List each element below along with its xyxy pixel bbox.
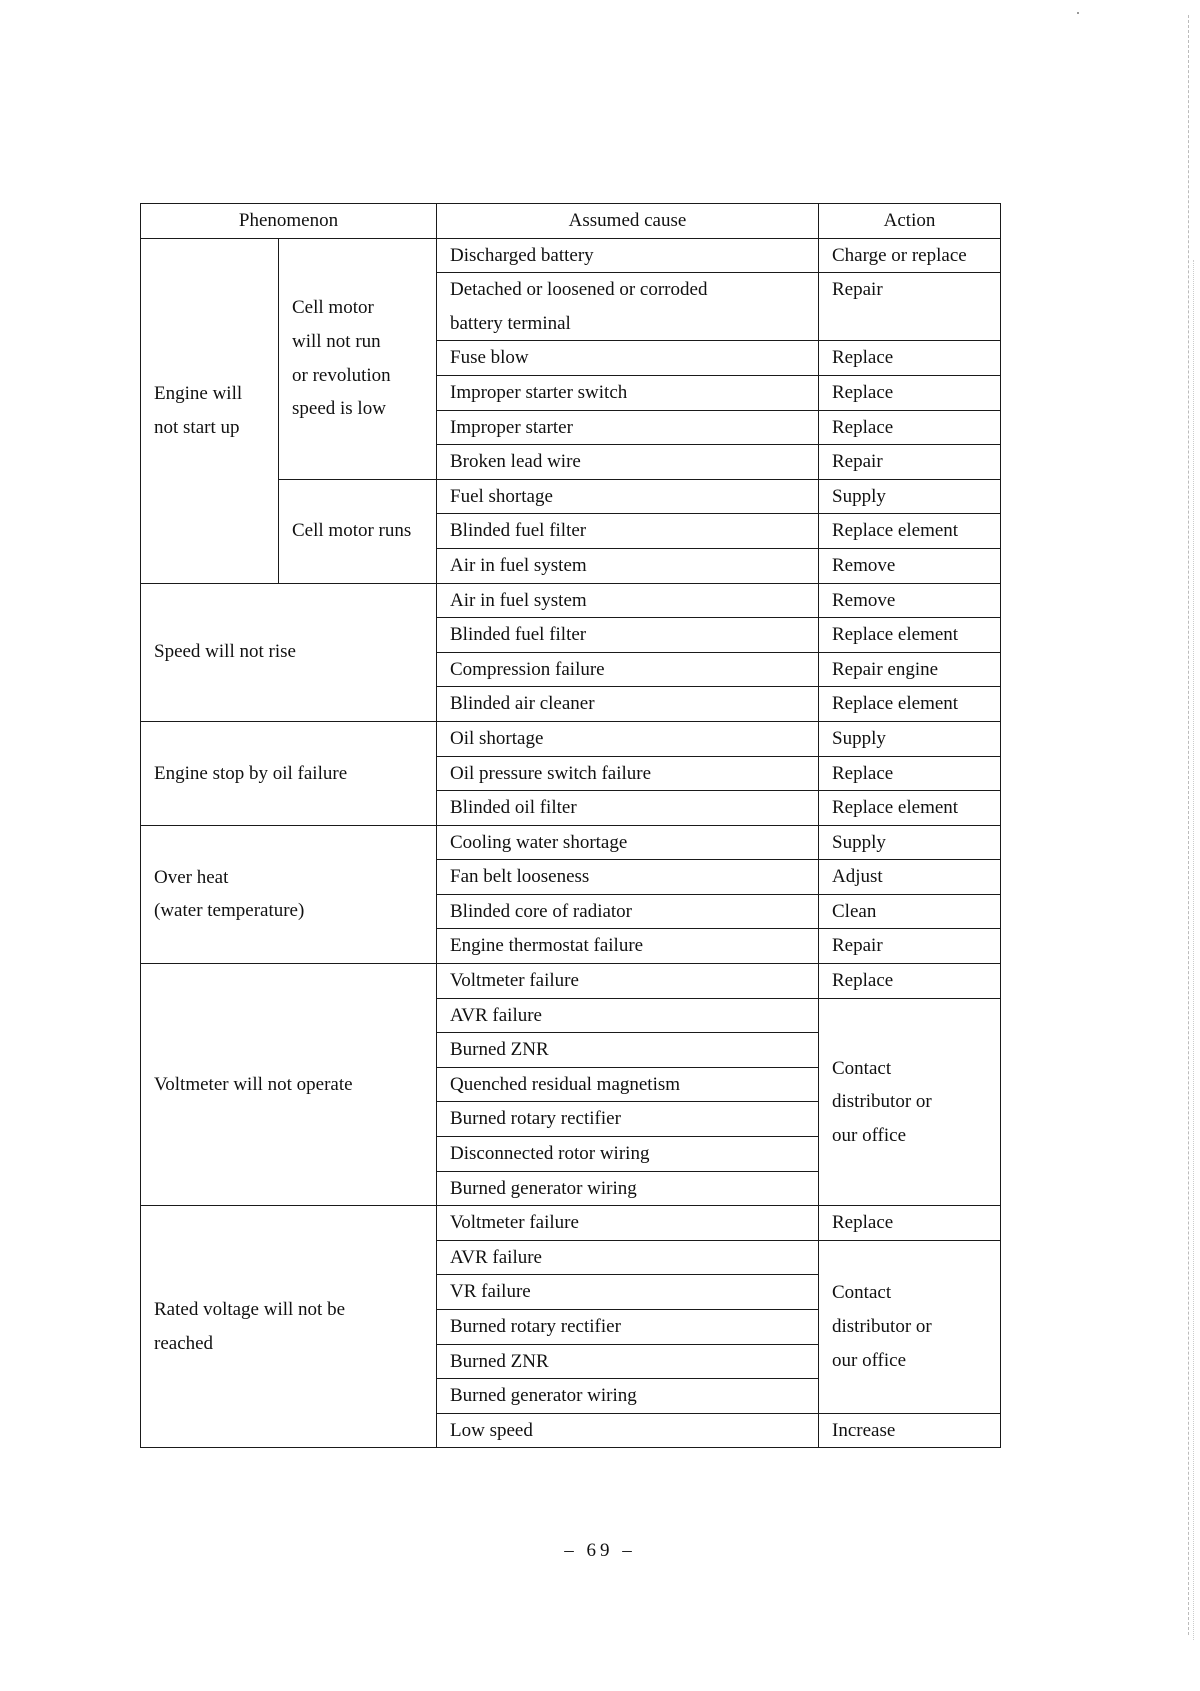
page-number: – 69 – [564,1540,636,1561]
action-cell: Replace [819,756,1001,791]
header-phenomenon: Phenomenon [141,204,437,239]
action-cell: Charge or replace [819,238,1001,273]
cause-cell: Oil pressure switch failure [437,756,819,791]
action-cell: Clean [819,894,1001,929]
cause-cell: Cooling water shortage [437,825,819,860]
cause-cell: Burned ZNR [437,1344,819,1379]
cause-cell: Compression failure [437,652,819,687]
scan-speck [1077,12,1079,14]
cause-cell: Blinded oil filter [437,791,819,826]
action-cell: Replace element [819,618,1001,653]
cause-cell: Burned rotary rectifier [437,1102,819,1137]
cause-cell: Fuel shortage [437,479,819,514]
action-cell: Repair engine [819,652,1001,687]
action-cell: Replace element [819,687,1001,722]
cause-cell: Burned generator wiring [437,1379,819,1414]
phenomenon-cell: Engine stop by oil failure [141,721,437,825]
cause-cell: Air in fuel system [437,548,819,583]
cause-cell: Blinded core of radiator [437,894,819,929]
table-row [141,825,1001,860]
cause-cell: Blinded fuel filter [437,514,819,549]
table-row [141,583,1001,618]
action-cell: Supply [819,479,1001,514]
cause-cell: Blinded fuel filter [437,618,819,653]
action-cell-contact: Contact distributor or our office [819,998,1001,1206]
action-cell: Replace [819,375,1001,410]
sub-phenomenon-cell: Cell motor runs [279,479,437,583]
action-cell: Replace element [819,514,1001,549]
cause-cell: Engine thermostat failure [437,929,819,964]
action-cell: Repair [819,273,1001,341]
action-cell: Increase [819,1413,1001,1448]
cause-cell: Burned generator wiring [437,1171,819,1206]
cause-cell: Fuse blow [437,341,819,376]
action-cell: Supply [819,721,1001,756]
cause-cell: Burned ZNR [437,1033,819,1068]
phenomenon-cell: Voltmeter will not operate [141,964,437,1206]
action-cell: Repair [819,445,1001,480]
cause-cell: Discharged battery [437,238,819,273]
cause-cell: Voltmeter failure [437,964,819,999]
cause-cell: Air in fuel system [437,583,819,618]
cause-cell: Quenched residual magnetism [437,1067,819,1102]
cause-cell: Broken lead wire [437,445,819,480]
cause-cell: Fan belt looseness [437,860,819,895]
cause-cell: Burned rotary rectifier [437,1310,819,1345]
action-cell: Replace [819,964,1001,999]
cause-cell: Disconnected rotor wiring [437,1137,819,1172]
table-row [141,721,1001,756]
phenomenon-cell: Rated voltage will not be reached [141,1206,437,1448]
action-cell: Replace [819,341,1001,376]
table-row [141,964,1001,999]
scan-edge-line [1188,15,1189,1635]
action-cell: Supply [819,825,1001,860]
cause-cell: Oil shortage [437,721,819,756]
table-row [141,1206,1001,1241]
cause-cell: Improper starter [437,410,819,445]
header-assumed-cause: Assumed cause [437,204,819,239]
sub-phenomenon-cell: Cell motor will not run or revolution speed is low [279,238,437,479]
cause-cell: Voltmeter failure [437,1206,819,1241]
action-cell: Replace [819,410,1001,445]
action-cell: Remove [819,548,1001,583]
action-cell-contact: Contact distributor or our office [819,1240,1001,1413]
cause-cell: VR failure [437,1275,819,1310]
table-row [141,238,1001,273]
cause-cell: Detached or loosened or corroded battery terminal [437,273,819,341]
phenomenon-cell: Engine will not start up [141,238,279,583]
action-cell: Replace [819,1206,1001,1241]
phenomenon-cell: Over heat (water temperature) [141,825,437,963]
action-cell: Remove [819,583,1001,618]
action-cell: Repair [819,929,1001,964]
phenomenon-cell: Speed will not rise [141,583,437,721]
cause-cell: Blinded air cleaner [437,687,819,722]
action-cell: Adjust [819,860,1001,895]
cause-cell: Improper starter switch [437,375,819,410]
cause-cell: Low speed [437,1413,819,1448]
cause-cell: AVR failure [437,998,819,1033]
action-cell: Replace element [819,791,1001,826]
header-action: Action [819,204,1001,239]
header-row [141,204,1001,239]
cause-cell: AVR failure [437,1240,819,1275]
troubleshooting-table [140,203,1001,1448]
scan-edge-line [1193,260,1194,1640]
